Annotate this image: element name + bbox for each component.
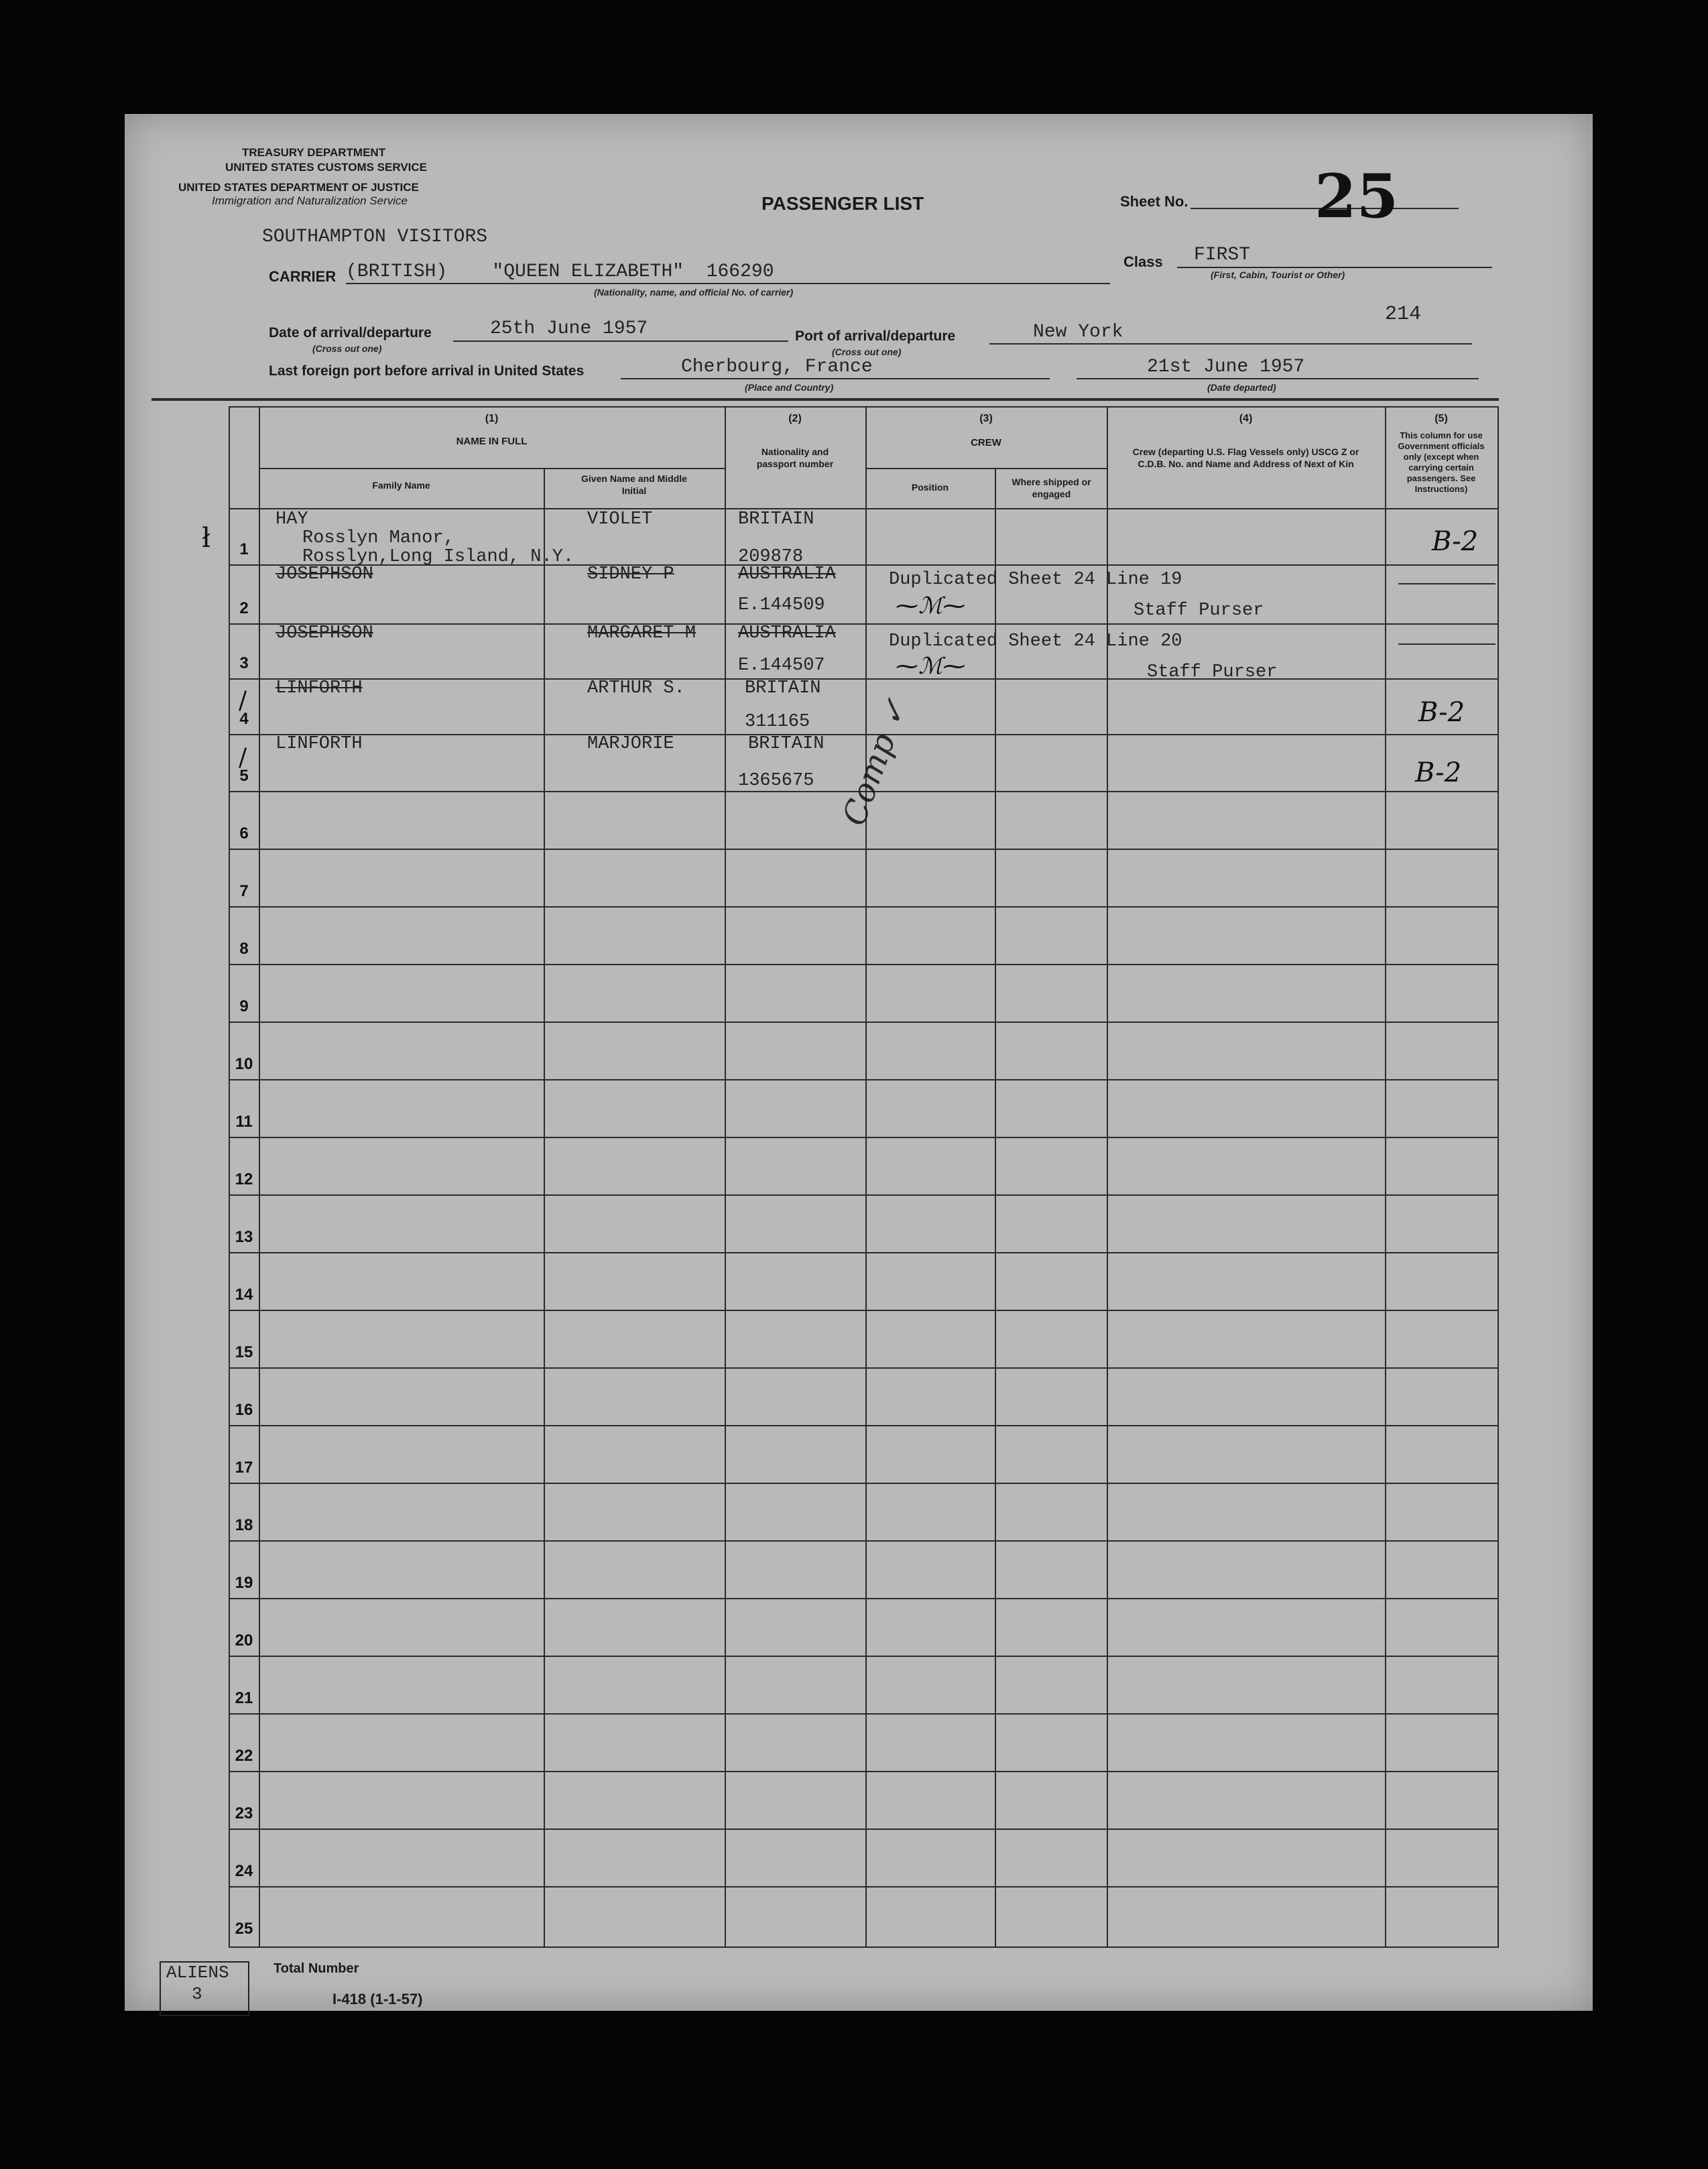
row-divider: [229, 678, 1499, 680]
form-number: I-418 (1-1-57): [332, 1991, 423, 2007]
agency-line-4: Immigration and Naturalization Service: [212, 194, 408, 207]
row-number: 6: [239, 824, 249, 843]
aliens-count: 3: [192, 1984, 202, 2004]
row-number: 5: [239, 767, 249, 785]
row3-crew-position: Staff Purser: [1147, 662, 1278, 682]
row-divider: [229, 734, 1499, 735]
col4-title: Crew (departing U.S. Flag Vessels only) USCG Z or C.D.B. No. and Name and Address of Next of Kin: [1132, 446, 1359, 469]
row-number: 19: [235, 1574, 253, 1592]
row-divider: [229, 1771, 1499, 1772]
row-number: 4: [239, 710, 249, 728]
agency-line-2: UNITED STATES CUSTOMS SERVICE: [225, 161, 428, 174]
port-value: New York: [1033, 322, 1123, 343]
row-number: 2: [239, 599, 249, 617]
col3-where-header: Where shipped or engaged: [1012, 477, 1091, 499]
row3-passport: E.144507: [738, 656, 825, 676]
row4-gov-mark: B-2: [1418, 697, 1465, 728]
row5-family: LINFORTH: [276, 734, 363, 754]
row2-family: JOSEPHSON: [276, 564, 373, 584]
row-divider: [229, 906, 1499, 908]
col1-number: (1): [485, 413, 499, 424]
row-divider: [229, 1137, 1499, 1138]
foreign-port-value: Cherbourg, France: [681, 357, 873, 377]
row-number: 20: [235, 1631, 253, 1650]
row-number: 17: [235, 1459, 253, 1477]
foreign-port-caption: (Place and Country): [745, 382, 834, 393]
row-divider: [229, 849, 1499, 850]
row-number: 22: [235, 1747, 253, 1765]
row3-signature: ⁓ℳ⁓: [896, 653, 966, 680]
row4-passport: 311165: [745, 712, 810, 732]
row5-gov-mark: B-2: [1415, 757, 1462, 788]
row-divider: [229, 1194, 1499, 1196]
departed-value: 21st June 1957: [1147, 357, 1305, 377]
row-number: 7: [239, 882, 249, 900]
col3-position-header: Position: [911, 482, 949, 493]
row-divider: [229, 1367, 1499, 1369]
row2-given: SIDNEY P: [587, 564, 674, 584]
col1-family-header: Family Name: [372, 480, 430, 491]
row1-tick: ł: [202, 523, 210, 554]
col2-title: Nationality and passport number: [756, 446, 834, 469]
passenger-list-document: [125, 114, 1593, 2011]
row3-given: MARGARET M: [587, 623, 696, 643]
class-value: FIRST: [1194, 245, 1251, 265]
row-number: 15: [235, 1343, 253, 1361]
row-number: 1: [239, 540, 249, 558]
row-divider: [229, 1079, 1499, 1080]
row4-nationality: BRITAIN: [745, 678, 821, 698]
row5-tick: /: [239, 744, 247, 771]
row1-gov-mark: B-2: [1432, 526, 1479, 557]
row-divider: [229, 1425, 1499, 1426]
row-number: 16: [235, 1401, 253, 1419]
row-divider: [229, 623, 1499, 625]
row-number: 25: [235, 1920, 253, 1938]
row-number: 18: [235, 1516, 253, 1534]
total-number-label: Total Number: [273, 1961, 359, 1976]
row-divider: [229, 1829, 1499, 1830]
row-number: 8: [239, 940, 249, 958]
row-divider: [229, 1598, 1499, 1599]
aliens-label: ALIENS: [166, 1963, 229, 1983]
row2-signature: ⁓ℳ⁓: [896, 593, 966, 619]
row1-family: HAY: [276, 509, 308, 530]
col1-title: NAME IN FULL: [456, 436, 528, 447]
carrier-caption: (Nationality, name, and official No. of carrier): [594, 287, 794, 298]
row-number: 9: [239, 997, 249, 1015]
agency-line-1: TREASURY DEPARTMENT: [242, 146, 386, 159]
col3-number: (3): [979, 413, 993, 424]
row1-address-line1: Rosslyn Manor,: [302, 528, 454, 548]
row-number: 21: [235, 1689, 253, 1707]
row4-tick: /: [239, 687, 247, 715]
row1-given: VIOLET: [587, 509, 653, 530]
row2-crew-note: Duplicated Sheet 24 Line 19: [889, 570, 1182, 590]
row-number: 12: [235, 1170, 253, 1188]
row1-nationality: BRITAIN: [738, 509, 814, 530]
col2-number: (2): [788, 413, 802, 424]
row2-passport: E.144509: [738, 595, 825, 615]
row4-given: ARTHUR S.: [587, 678, 685, 698]
page-title: PASSENGER LIST: [761, 193, 924, 214]
date-caption: (Cross out one): [312, 343, 382, 354]
col4-number: (4): [1239, 413, 1253, 424]
row-divider: [229, 964, 1499, 965]
row5-passport: 1365675: [738, 771, 814, 791]
row5-nationality: BRITAIN: [748, 734, 825, 754]
row-divider: [229, 1252, 1499, 1253]
row-number: 10: [235, 1055, 253, 1073]
departed-caption: (Date departed): [1207, 382, 1276, 393]
row-number: 11: [235, 1113, 253, 1131]
row-divider: [229, 1021, 1499, 1023]
row-number: 23: [235, 1804, 253, 1822]
page-reference: 214: [1385, 303, 1422, 326]
carrier-value: (BRITISH) "QUEEN ELIZABETH" 166290: [346, 261, 774, 282]
port-label: Port of arrival/departure: [795, 328, 956, 344]
agency-line-3: UNITED STATES DEPARTMENT OF JUSTICE: [178, 181, 419, 194]
row3-crew-note: Duplicated Sheet 24 Line 20: [889, 631, 1182, 652]
row-number: 13: [235, 1228, 253, 1246]
row-divider: [229, 1540, 1499, 1542]
row2-nationality: AUSTRALIA: [738, 564, 836, 584]
row2-crew-position: Staff Purser: [1134, 601, 1264, 621]
col1-given-header: Given Name and Middle Initial: [581, 473, 687, 496]
row5-given: MARJORIE: [587, 734, 674, 754]
row-divider: [229, 1483, 1499, 1484]
sheet-label: Sheet No.: [1120, 193, 1188, 210]
port-caption: (Cross out one): [832, 347, 902, 357]
row-divider: [229, 1310, 1499, 1311]
row3-family: JOSEPHSON: [276, 623, 373, 643]
subtitle: SOUTHAMPTON VISITORS: [262, 227, 488, 247]
row4-family: LINFORTH: [276, 678, 363, 698]
row1-passport: 209878: [738, 547, 804, 567]
foreign-port-label: Last foreign port before arrival in United States: [269, 363, 585, 379]
class-caption: (First, Cabin, Tourist or Other): [1211, 269, 1345, 280]
carrier-label: CARRIER: [269, 268, 337, 285]
row-number: 24: [235, 1862, 253, 1880]
date-value: 25th June 1957: [490, 318, 648, 339]
row-divider: [229, 1713, 1499, 1715]
row-divider: [229, 1656, 1499, 1657]
sheet-number: 25: [1315, 161, 1399, 232]
handwritten-annotation: Comp ✓: [835, 693, 916, 831]
col5-number: (5): [1435, 413, 1448, 424]
col5-title: This column for use Government officials only (except when carrying certain passengers. See Instructions): [1398, 430, 1485, 494]
row-number: 14: [235, 1286, 253, 1304]
row3-nationality: AUSTRALIA: [738, 623, 836, 643]
col3-title: CREW: [971, 437, 1001, 448]
class-label: Class: [1123, 253, 1163, 270]
row-divider: [229, 1886, 1499, 1887]
row-number: 3: [239, 654, 249, 672]
date-label: Date of arrival/departure: [269, 325, 432, 340]
row1-address-line2: Rosslyn,Long Island, N.Y.: [302, 547, 574, 567]
